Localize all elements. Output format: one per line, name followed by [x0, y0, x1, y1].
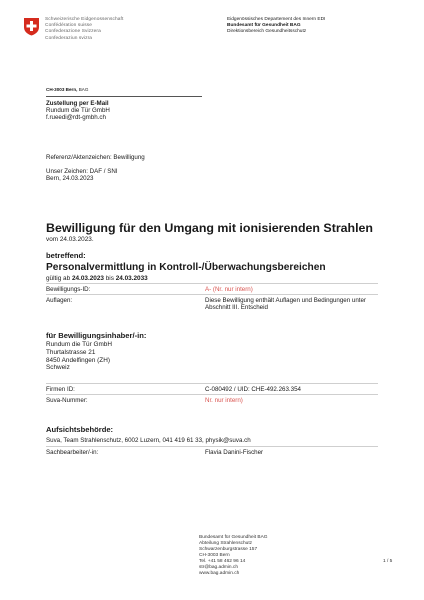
footer-line: Abteilung Strahlenschutz [199, 541, 253, 546]
holder-line: Rundum die Tür GmbH [46, 341, 112, 348]
divider [46, 446, 378, 447]
our-sign-block [46, 168, 118, 183]
recipient-address [46, 100, 110, 122]
delivery-method: Zustellung per E-Mail [46, 100, 109, 107]
suva-label: Suva-Nummer: [46, 397, 88, 404]
page-number: 1 / 5 [383, 559, 393, 564]
conditions-value: Diese Bewilligung enthält Auflagen und Bedingungen unter Abschnitt III. Entscheid [205, 297, 366, 312]
footer-line: Schwarzenburgstrasse 157 [199, 547, 258, 552]
office-name: Bundesamt für Gesundheit BAG [227, 23, 301, 29]
divider [46, 294, 378, 295]
footer-address [199, 535, 268, 577]
issuing-authority [227, 17, 325, 36]
confederation-line: Confederaziun svizra [45, 35, 93, 41]
footer-line: str@bag.admin.ch [199, 565, 238, 570]
conditions-label: Auflagen: [46, 297, 73, 304]
authority-line: Suva, Team Strahlenschutz, 6002 Luzern, 041 419 61 33, physik@suva.ch [46, 437, 251, 444]
validity [46, 275, 148, 282]
sender-name: BAG [78, 87, 89, 92]
license-id-value: A- (Nr. nur intern) [205, 286, 253, 293]
holder-heading: für Bewilligungsinhaber/-in: [46, 331, 147, 340]
sender-code: CH-3003 Bern, [46, 87, 78, 92]
validity-from: 24.03.2023 [71, 275, 104, 282]
holder-line: 8450 Andelfingen (ZH) [46, 356, 110, 364]
firm-id-value: C-080492 / UID: CHE-492.263.354 [205, 386, 301, 393]
recipient-email: f.rueedi@rdt-gmbh.ch [46, 114, 106, 122]
footer-line: CH-3003 Bern [199, 553, 230, 558]
our-sign: Unser Zeichen: DAF / SNI [46, 168, 118, 175]
confederation-line: Confédération suisse [45, 23, 93, 29]
validity-mid: bis [105, 275, 114, 282]
divider [46, 283, 378, 284]
validity-prefix: gültig ab [46, 275, 71, 282]
validity-to: 24.03.2033 [115, 275, 148, 282]
suva-value: Nr. nur intern) [205, 397, 243, 404]
recipient-company: Rundum die Tür GmbH [46, 107, 110, 115]
footer-line: Tel. +41 58 462 96 14 [199, 559, 246, 564]
confederation-names [45, 17, 123, 42]
subject-label: betreffend: [46, 251, 86, 260]
divider [46, 383, 378, 384]
firm-id-label: Firmen ID: [46, 386, 75, 393]
officer-value: Flavia Danini-Fischer [205, 449, 264, 456]
department-name: Eidgenössisches Departement des Innern EDI [227, 17, 326, 22]
sender-divider [46, 96, 202, 97]
document-title: Bewilligung für den Umgang mit ionisierenden Strahlen [46, 221, 374, 235]
footer-line: Bundesamt für Gesundheit BAG [199, 535, 268, 540]
holder-address [46, 341, 112, 372]
division-name: Direktionsbereich Gesundheitsschutz [227, 29, 307, 35]
swiss-coat-of-arms-icon [23, 17, 40, 36]
footer-line: www.bag.admin.ch [199, 571, 240, 576]
confederation-line: Schweizerische Eidgenossenschaft [45, 17, 124, 22]
subject-title: Personalvermittlung in Kontroll-/Überwachungsbereichen [46, 262, 326, 273]
divider [46, 394, 378, 395]
document-date: vom 24.03.2023. [46, 236, 94, 243]
officer-label: Sachbearbeiter/-in: [46, 449, 99, 456]
holder-line: Schweiz [46, 364, 70, 372]
sender-line [46, 87, 88, 93]
license-id-label: Bewilligungs-ID: [46, 286, 91, 293]
holder-line: Thurtalstrasse 21 [46, 348, 96, 356]
reference: Referenz/Aktenzeichen: Bewilligung [46, 154, 145, 161]
place-date: Bern, 24.03.2023 [46, 175, 94, 183]
confederation-line: Confederazione Svizzera [45, 29, 101, 35]
authority-heading: Aufsichtsbehörde: [46, 425, 114, 434]
